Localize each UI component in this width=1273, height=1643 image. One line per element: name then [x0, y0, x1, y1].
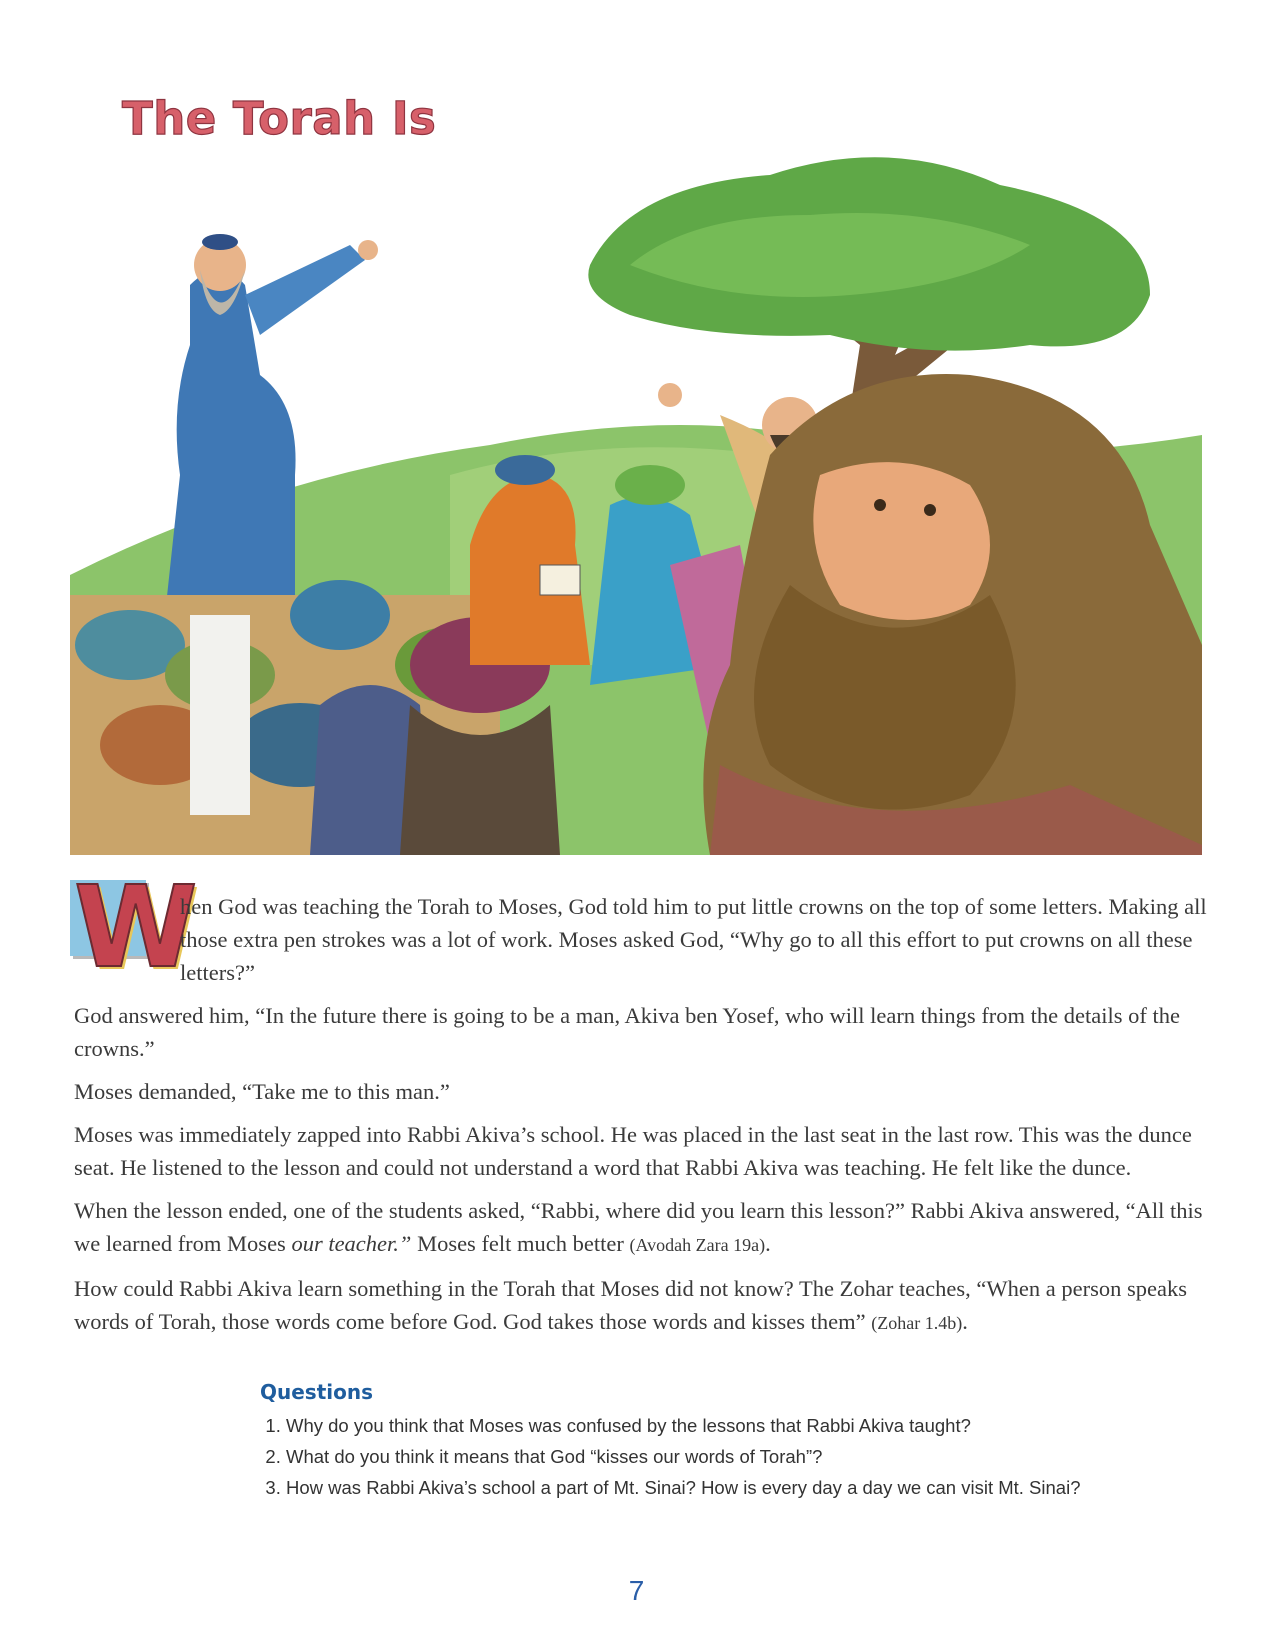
- paragraph-2: God answered him, “In the future there is going to be a man, Akiva ben Yosef, who will learn things from the details of the crowns.”: [74, 1003, 1181, 1061]
- paragraph-5-emphasis: our teacher.”: [291, 1231, 412, 1256]
- paragraph-6-text: How could Rabbi Akiva learn something in the Torah that Moses did not know? The Zohar teaches, “When a person speaks words of Torah, those words come before God. God takes those words and kisses them”: [74, 1276, 1187, 1334]
- page-number: 7: [628, 1575, 645, 1606]
- question-item: 3. How was Rabbi Akiva’s school a part of Mt. Sinai? How is every day a day we can visit Mt. Sinai?: [286, 1472, 1220, 1503]
- illustration-moses-teaching-crowd: [70, 145, 1202, 855]
- questions-section: [260, 1380, 1220, 1503]
- paragraph-5-text-c: Moses felt much better: [411, 1231, 630, 1256]
- question-item: 2. What do you think it means that God “kisses our words of Torah”?: [286, 1441, 1220, 1472]
- paragraph-6-end: .: [962, 1309, 968, 1334]
- drop-cap-letter: W: [74, 863, 198, 993]
- paragraph-6: [74, 1272, 1214, 1340]
- paragraph-5: [74, 1194, 1214, 1262]
- citation-zohar: (Zohar 1.4b): [871, 1313, 963, 1333]
- question-item: 1. Why do you think that Moses was confused by the lessons that Rabbi Akiva taught?: [286, 1410, 1220, 1441]
- questions-list: [260, 1410, 1220, 1503]
- title-line-1: The Torah Is: [122, 92, 437, 145]
- paragraph-3: Moses demanded, “Take me to this man.”: [74, 1079, 450, 1104]
- citation-avodah-zara: (Avodah Zara 19a): [629, 1235, 766, 1255]
- story-text: [74, 890, 1214, 1350]
- paragraph-5-text-a: When the lesson ended, one of the students asked, “Rabbi, where did you learn this lesson?” Rabbi Akiva answered, “All this we learned from Moses: [74, 1198, 1203, 1256]
- paragraph-4: Moses was immediately zapped into Rabbi Akiva’s school. He was placed in the last seat in the last row. This was the dunce seat. He listened to the lesson and could not understand a word that Rabbi Akiva was teaching. He felt like the dunce.: [74, 1122, 1192, 1180]
- questions-heading: Questions: [260, 1380, 374, 1404]
- paragraph-1: hen God was teaching the Torah to Moses, God told him to put little crowns on the top of some letters. Making all those extra pen strokes was a lot of work. Moses asked God, “Why go to all this effort to put crowns on all these letters?”: [180, 894, 1207, 985]
- paragraph-5-end: .: [765, 1231, 771, 1256]
